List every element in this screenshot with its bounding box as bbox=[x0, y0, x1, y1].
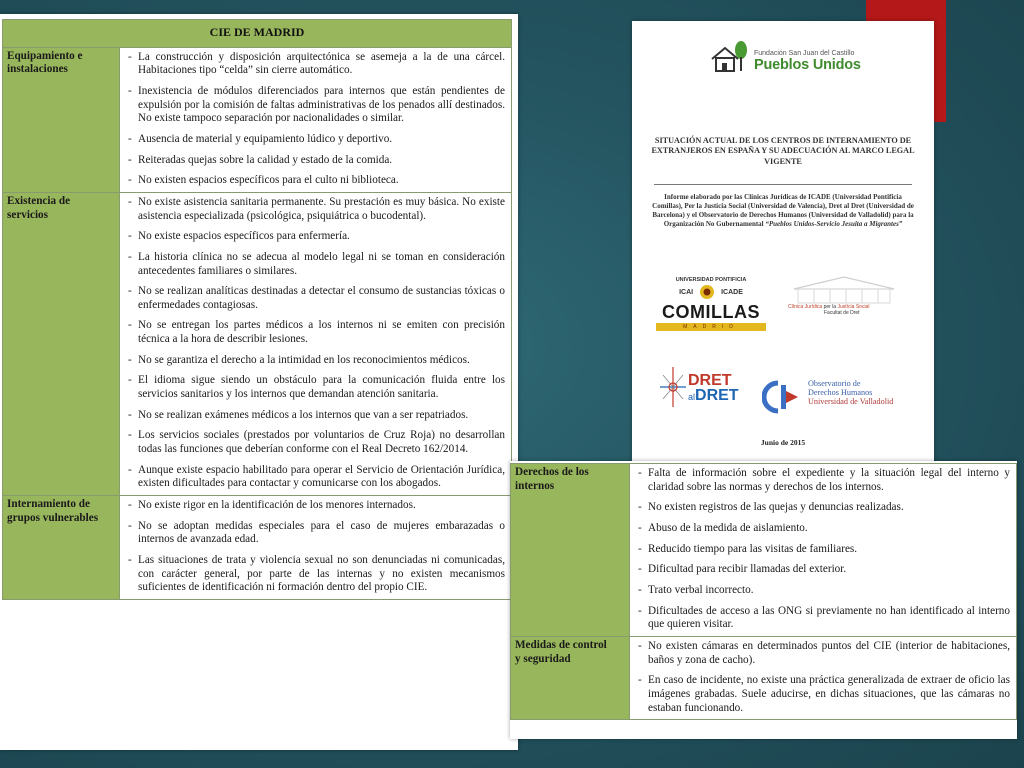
list-item: - No existe rigor en la identificación de los menores internados. bbox=[126, 499, 505, 513]
list-item: - Trato verbal incorrecto. bbox=[636, 584, 1010, 598]
list-item: - Abuso de la medida de aislamiento. bbox=[636, 522, 1010, 536]
icade-label: ICADE bbox=[721, 288, 743, 296]
description-italic: “Pueblos Unidos-Servicio Jesuita a Migrantes” bbox=[765, 220, 903, 229]
comillas-city-bar: MADRID bbox=[656, 323, 766, 331]
comillas-name: COMILLAS bbox=[662, 302, 760, 322]
cie-continuation-table-panel bbox=[510, 461, 1017, 739]
list-item: - No existen cámaras en determinados puntos del CIE (interior de habitaciones, baños y zona de cacho). bbox=[636, 640, 1010, 667]
list-item: - No se adoptan medidas especiales para el caso de mujeres embarazadas o internos de avanzada edad. bbox=[126, 520, 505, 547]
report-description bbox=[650, 193, 916, 229]
list-item: - Las situaciones de trata y violencia sexual no son denunciadas ni comunicadas, con carácter general, por parte de las internas y no existen mecanismos suficientes de identificación ni formación dentro del propio CIE. bbox=[126, 554, 505, 595]
list-item: - No se garantiza el derecho a la intimidad en los reconocimientos médicos. bbox=[126, 354, 505, 368]
bullet-list bbox=[126, 51, 505, 188]
list-item: - Aunque existe espacio habilitado para operar el Servicio de Orientación Jurídica, existen dificultades para contactar y comunicarse con los abogados. bbox=[126, 464, 505, 491]
list-item: - Reducido tiempo para las visitas de familiares. bbox=[636, 543, 1010, 557]
list-item: - Los servicios sociales (prestados por voluntarios de Cruz Roja) no desarrollan todas las funciones que deberían conforme con el Real Decreto 162/2014. bbox=[126, 429, 505, 456]
category-cell bbox=[3, 496, 120, 600]
comillas-logo bbox=[656, 277, 766, 331]
items-cell bbox=[630, 636, 1017, 719]
list-item: - Dificultades de acceso a las ONG si previamente no han identificado al interno que quieren visitar. bbox=[636, 605, 1010, 632]
pueblos-unidos-logo bbox=[710, 39, 861, 73]
list-item: - Reiteradas quejas sobre la calidad y estado de la comida. bbox=[126, 154, 505, 168]
list-item: - En caso de incidente, no existe una práctica generalizada de extraer de oficio las imágenes grabadas. Suele aducirse, en dichas situaciones, que las cámaras no estaban funcionando. bbox=[636, 674, 1010, 715]
list-item: - No existen espacios específicos para el culto ni biblioteca. bbox=[126, 174, 505, 188]
observatorio-logo bbox=[762, 377, 912, 417]
items-cell bbox=[120, 47, 512, 192]
bullet-list bbox=[636, 640, 1010, 715]
report-cover bbox=[632, 21, 934, 467]
report-date: Junio de 2015 bbox=[760, 438, 806, 447]
category-cell bbox=[511, 464, 630, 637]
bullet-list bbox=[126, 499, 505, 595]
comillas-sub bbox=[656, 284, 766, 300]
org-name: Pueblos Unidos bbox=[754, 57, 861, 73]
clinica-juridica-logo bbox=[784, 275, 904, 335]
cie-madrid-table-panel bbox=[0, 14, 518, 750]
category-label-line: Medidas de control bbox=[515, 638, 607, 651]
icai-label: ICAI bbox=[679, 288, 694, 296]
bullet-list bbox=[126, 196, 505, 491]
house-tree-icon bbox=[710, 39, 750, 73]
dret-text: DRET alDRET bbox=[688, 372, 739, 405]
list-item: - No existen registros de las quejas y denuncias realizadas. bbox=[636, 501, 1010, 515]
org-small-text: Fundación San Juan del Castillo bbox=[754, 50, 855, 57]
sun-emblem-icon bbox=[699, 284, 715, 300]
clinica-text: Clínica Jurídica per la Justícia Social Facultat de Dret bbox=[788, 304, 870, 316]
items-cell bbox=[120, 192, 512, 495]
category-label-line: Derechos de los bbox=[515, 466, 589, 478]
category-label-line: grupos vulnerables bbox=[7, 511, 99, 524]
category-cell bbox=[511, 636, 630, 719]
items-cell bbox=[120, 496, 512, 600]
bullet-list bbox=[636, 467, 1010, 632]
table-row bbox=[3, 496, 512, 600]
list-item: - Inexistencia de módulos diferenciados para internos que están pendientes de expulsión por la comisión de faltas administrativas de los penados allí destinados. No existe tampoco separación por nacionalidades o similar. bbox=[126, 85, 505, 126]
dret-al-dret-logo bbox=[658, 361, 748, 421]
category-label-line: internos bbox=[515, 479, 555, 492]
list-item: - No se realizan exámenes médicos a los internos que van a ser repatriados. bbox=[126, 409, 505, 423]
list-item: - La historia clínica no se adecua al modelo legal ni se toman en consideración antecedentes familiares o similares. bbox=[126, 251, 505, 278]
list-item: - El idioma sigue siendo un obstáculo para la comunicación fluida entre los servicios sanitarios y los internos que demandan atención sanitaria. bbox=[126, 374, 505, 401]
category-cell bbox=[3, 192, 120, 495]
observatorio-emblem-icon bbox=[762, 379, 802, 415]
list-item: - No se entregan los partes médicos a los internos ni se emiten con precisión técnica a la hora de describir lesiones. bbox=[126, 319, 505, 346]
description-text: Informe elaborado por las Clínicas Jurídicas de ICADE (Universidad Pontificia Comillas), Per la Justícia Social (Universidad de Valencia), Dret al Dret (Universidad de Barcelona) y el Observatorio de Derechos Humanos (Universidad de Valladolid) para la Organización No Gubernamental bbox=[652, 193, 914, 229]
list-item: - No existe espacios específicos para enfermería. bbox=[126, 230, 505, 244]
cie-madrid-table bbox=[2, 19, 512, 600]
divider bbox=[654, 184, 912, 185]
category-label-line: Equipamiento e bbox=[7, 49, 83, 62]
items-cell bbox=[630, 464, 1017, 637]
report-title: SITUACIÓN ACTUAL DE LOS CENTROS DE INTERNAMIENTO DE EXTRANJEROS EN ESPAÑA Y SU ADECUACIÓN AL MARCO LEGAL VIGENTE bbox=[651, 136, 915, 166]
observatorio-text: Observatorio de Derechos Humanos Universidad de Valladolid bbox=[808, 379, 894, 407]
table-title: CIE DE MADRID bbox=[3, 20, 512, 48]
category-label-line: servicios bbox=[7, 208, 49, 221]
category-label-line: Existencia de bbox=[7, 194, 71, 207]
list-item: - No existe asistencia sanitaria permanente. Su prestación es muy básica. No existe asistencia especializada (psicológica, psiquiátrica o bucodental). bbox=[126, 196, 505, 223]
table-row bbox=[3, 47, 512, 192]
comillas-top-text: UNIVERSIDAD PONTIFICIA bbox=[675, 277, 747, 283]
list-item: - La construcción y disposición arquitectónica se asemeja a la de una cárcel. Habitaciones tipo “celda” sin cierre automático. bbox=[126, 51, 505, 78]
category-cell bbox=[3, 47, 120, 192]
list-item: - Dificultad para recibir llamadas del exterior. bbox=[636, 563, 1010, 577]
category-label-line: instalaciones bbox=[7, 63, 68, 76]
list-item: - Ausencia de material y equipamiento lúdico y deportivo. bbox=[126, 133, 505, 147]
category-label-line: Internamiento de bbox=[7, 498, 90, 511]
cie-continuation-table bbox=[510, 463, 1017, 720]
list-item: - Falta de información sobre el expediente y la situación legal del interno y claridad sobre las normas y derechos de los internos. bbox=[636, 467, 1010, 494]
category-label-line: y seguridad bbox=[515, 652, 571, 665]
table-row bbox=[3, 192, 512, 495]
list-item: - No se realizan analíticas destinadas a detectar el consumo de sustancias tóxicas o enfermedades contagiosas. bbox=[126, 285, 505, 312]
table-row bbox=[511, 464, 1017, 637]
building-icon bbox=[784, 275, 904, 305]
table-row bbox=[511, 636, 1017, 719]
compass-star-icon bbox=[658, 365, 688, 409]
